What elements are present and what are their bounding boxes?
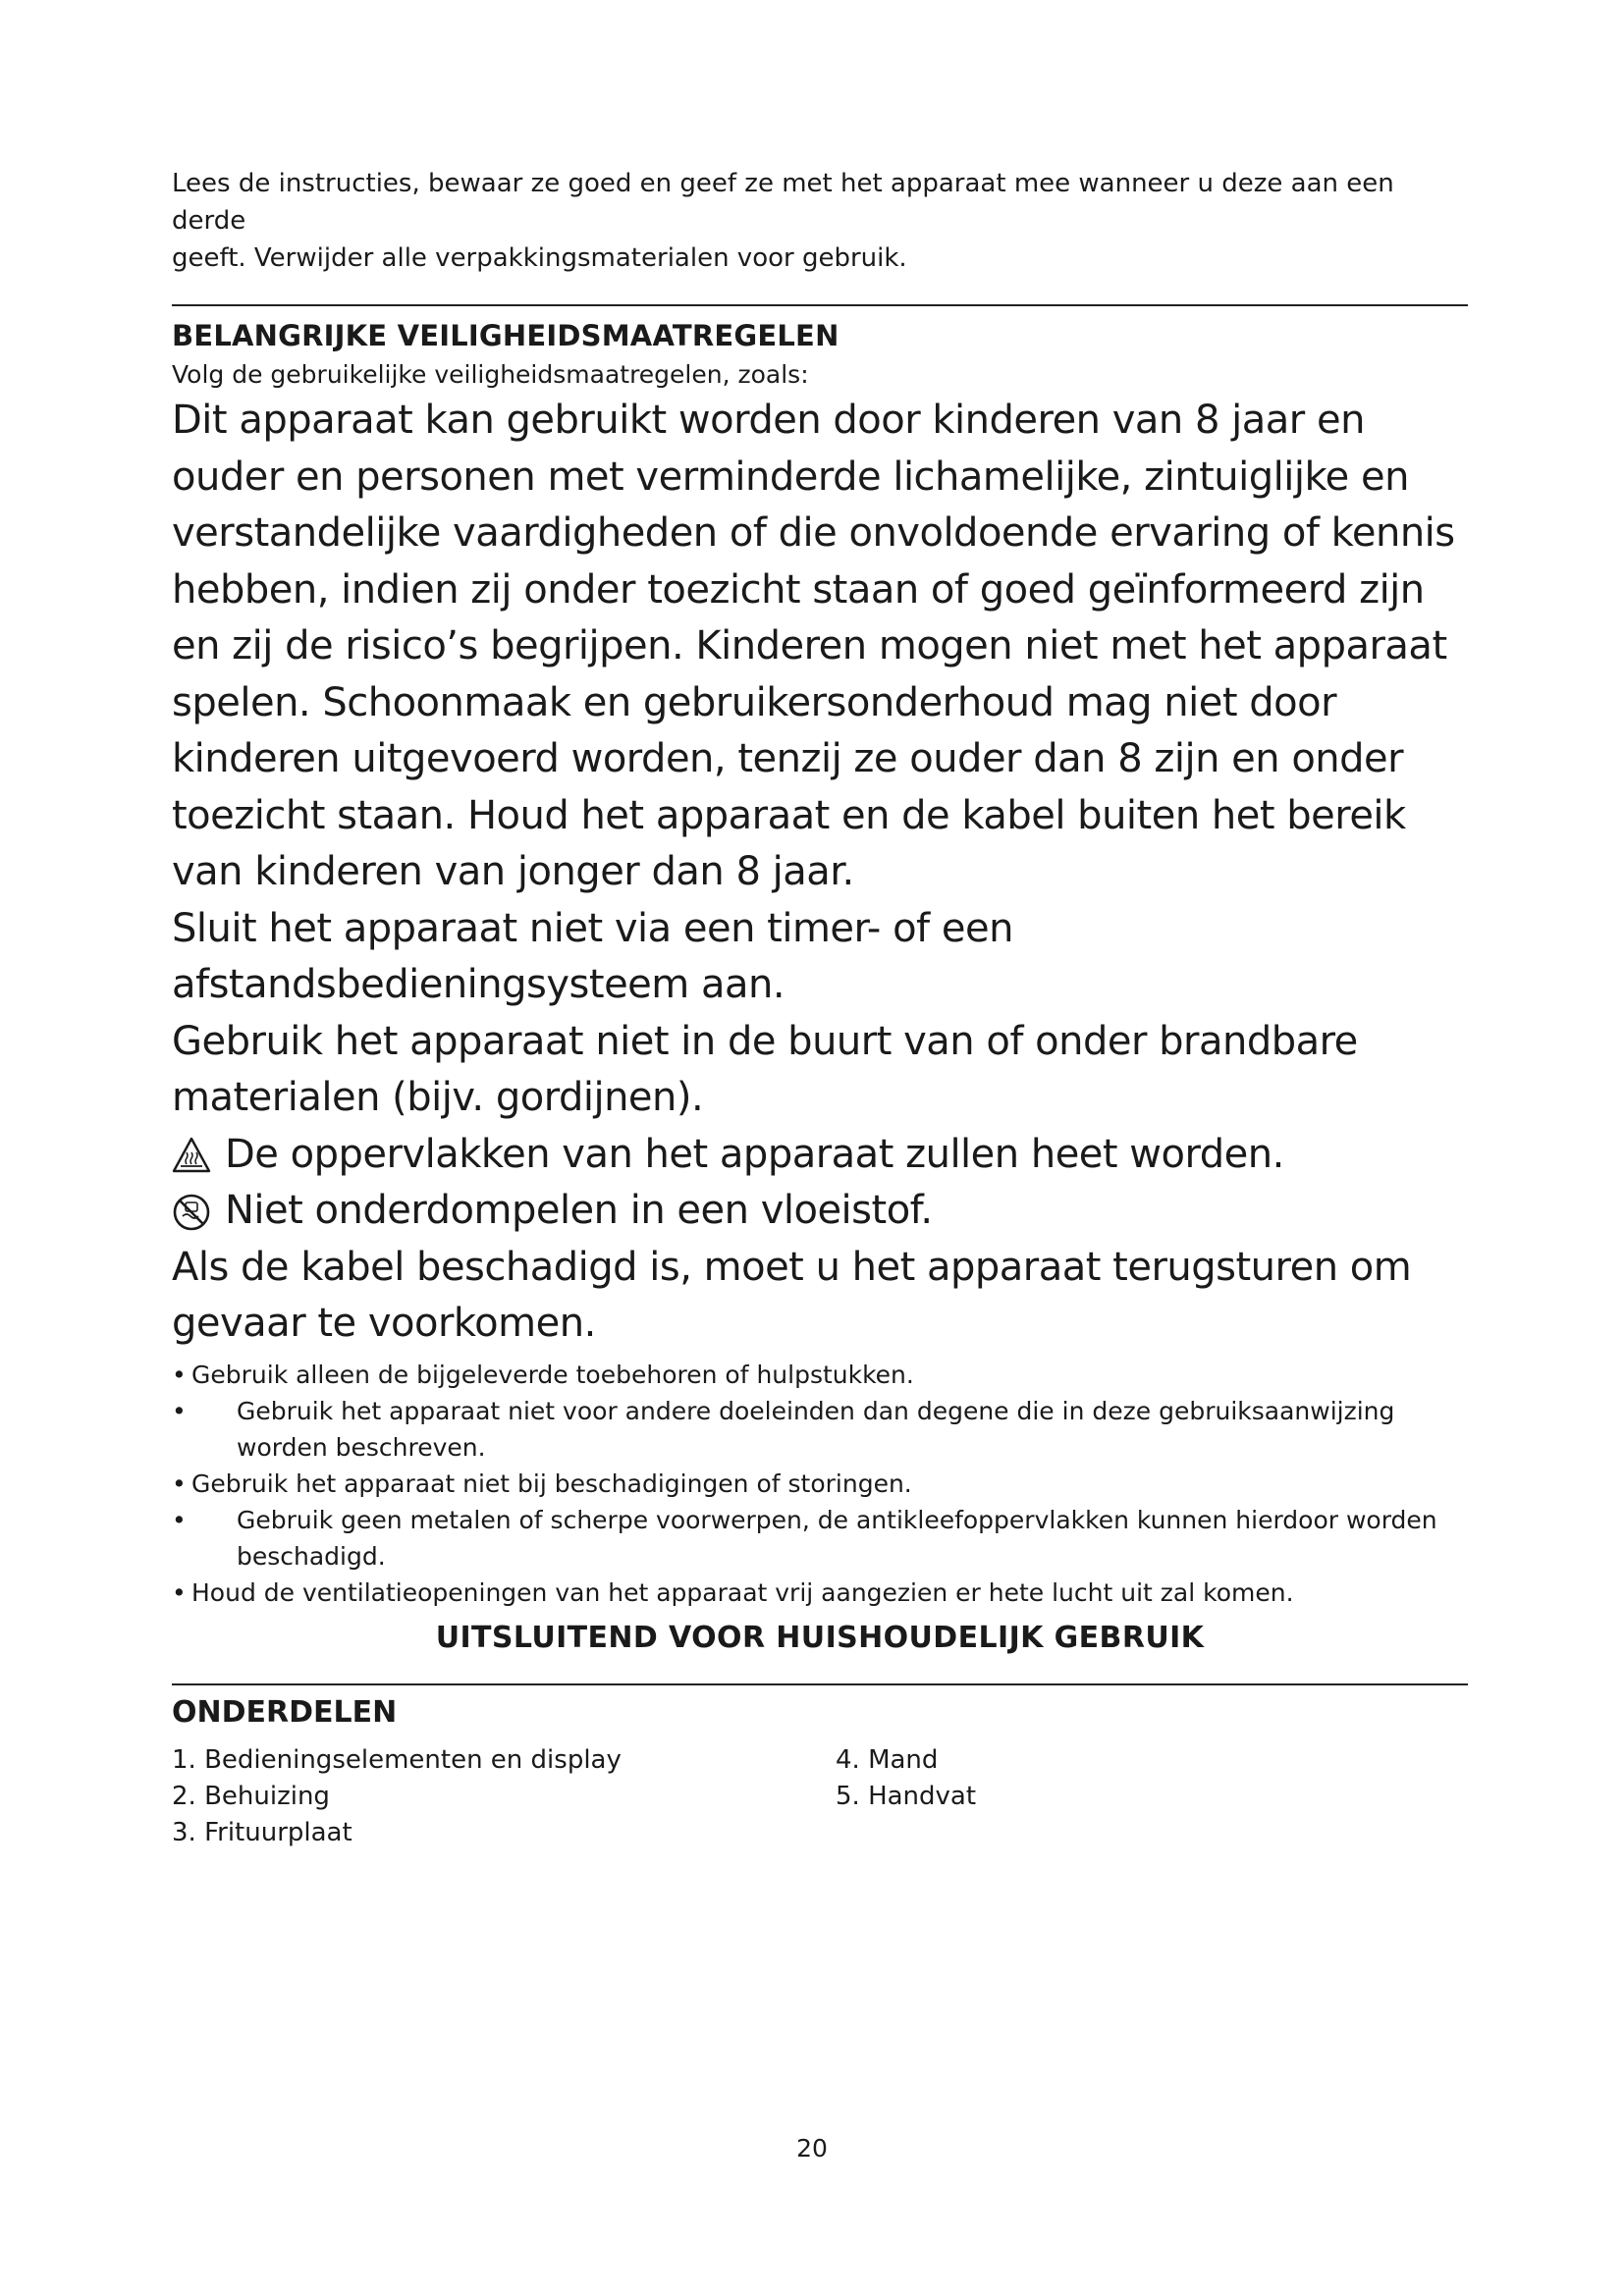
big-line: kinderen uitgevoerd worden, tenzij ze ouder dan 8 zijn en onder: [172, 736, 1404, 781]
big-line: Sluit het apparaat niet via een timer- of een: [172, 905, 1013, 951]
part-item: 3. Frituurplaat: [172, 1817, 352, 1847]
big-line: materialen (bijv. gordijnen).: [172, 1075, 704, 1120]
part-item: 4. Mand: [836, 1744, 939, 1775]
big-line: verstandelijke vaardigheden of die onvoldoende ervaring of kennis: [172, 510, 1455, 556]
hot-surface-warning-icon: [172, 1135, 211, 1174]
parts-column-2: [836, 1742, 976, 1851]
document-page: [172, 165, 1468, 1851]
safety-title: BELANGRIJKE VEILIGHEIDSMAATREGELEN: [172, 319, 839, 352]
list-item: [172, 1466, 1468, 1502]
list-item-text: Gebruik alleen de bijgeleverde toebehoren of hulpstukken.: [191, 1360, 914, 1389]
page-number: 20: [796, 2134, 828, 2163]
parts-title: ONDERDELEN: [172, 1694, 398, 1730]
parts-list: [172, 1742, 1468, 1851]
big-line: hebben, indien zij onder toezicht staan of goed geïnformeerd zijn: [172, 566, 1425, 613]
divider: [172, 1683, 1468, 1685]
list-item: [172, 1575, 1468, 1611]
intro-text: [172, 165, 1468, 277]
list-item: [172, 1502, 1468, 1575]
list-item-text: Houd de ventilatieopeningen van het apparaat vrij aangezien er hete lucht uit zal komen.: [191, 1577, 1294, 1607]
part-item: 2. Behuizing: [172, 1781, 330, 1811]
list-item-text: Gebruik het apparaat niet voor andere doeleinden dan degene die in deze gebruiksaanwijzing worden beschreven.: [237, 1396, 1395, 1462]
bullet-dot: •: [172, 1360, 187, 1389]
bullet-dot: •: [172, 1396, 187, 1425]
household-use-heading: UITSLUITEND VOOR HUISHOUDELIJK GEBRUIK: [435, 1620, 1205, 1655]
bullet-dot: •: [172, 1505, 187, 1534]
list-item: [172, 1393, 1468, 1466]
hot-surface-warning: [172, 1127, 1468, 1184]
big-line: en zij de risico’s begrijpen. Kinderen mogen niet met het apparaat: [172, 623, 1447, 668]
list-item-text: Gebruik het apparaat niet bij beschadigingen of storingen.: [191, 1468, 912, 1498]
bullet-dot: •: [172, 1577, 187, 1607]
big-line: toezicht staan. Houd het apparaat en de kabel buiten het bereik: [172, 792, 1406, 838]
cable-line: Als de kabel beschadigd is, moet u het apparaat terugsturen om: [172, 1244, 1412, 1290]
big-line: spelen. Schoonmaak en gebruikersonderhoud mag niet door: [172, 679, 1337, 725]
no-immersion-warning: [172, 1183, 1468, 1240]
big-line: ouder en personen met verminderde lichamelijke, zintuiglijke en: [172, 454, 1409, 500]
bullet-dot: •: [172, 1468, 187, 1498]
big-line: van kinderen van jonger dan 8 jaar.: [172, 849, 854, 894]
hot-surface-text: De oppervlakken van het apparaat zullen heet worden.: [225, 1131, 1284, 1177]
no-immersion-icon: [172, 1192, 211, 1231]
list-item: [172, 1357, 1468, 1393]
divider: [172, 304, 1468, 306]
part-item: 5. Handvat: [836, 1781, 977, 1811]
big-line: afstandsbedieningsysteem aan.: [172, 962, 785, 1007]
part-item: 1. Bedieningselementen en display: [172, 1744, 622, 1775]
no-immersion-text: Niet onderdompelen in een vloeistof.: [225, 1188, 933, 1233]
big-line: Dit apparaat kan gebruikt worden door kinderen van 8 jaar en: [172, 398, 1365, 443]
cable-line: gevaar te voorkomen.: [172, 1301, 596, 1346]
intro-line-1: Lees de instructies, bewaar ze goed en geef ze met het apparaat mee wanneer u deze aan een derde: [172, 169, 1394, 236]
big-line: Gebruik het apparaat niet in de buurt van of onder brandbare: [172, 1018, 1358, 1064]
intro-line-2: geeft. Verwijder alle verpakkingsmaterialen voor gebruik.: [172, 243, 907, 273]
list-item-text: Gebruik geen metalen of scherpe voorwerpen, de antikleefoppervlakken kunnen hierdoor worden beschadigd.: [237, 1505, 1437, 1571]
bullet-list: [172, 1357, 1468, 1611]
safety-subtitle: Volg de gebruikelijke veiligheidsmaatregelen, zoals:: [172, 360, 809, 389]
safety-large-text: [172, 393, 1468, 1353]
parts-column-1: [172, 1742, 836, 1851]
